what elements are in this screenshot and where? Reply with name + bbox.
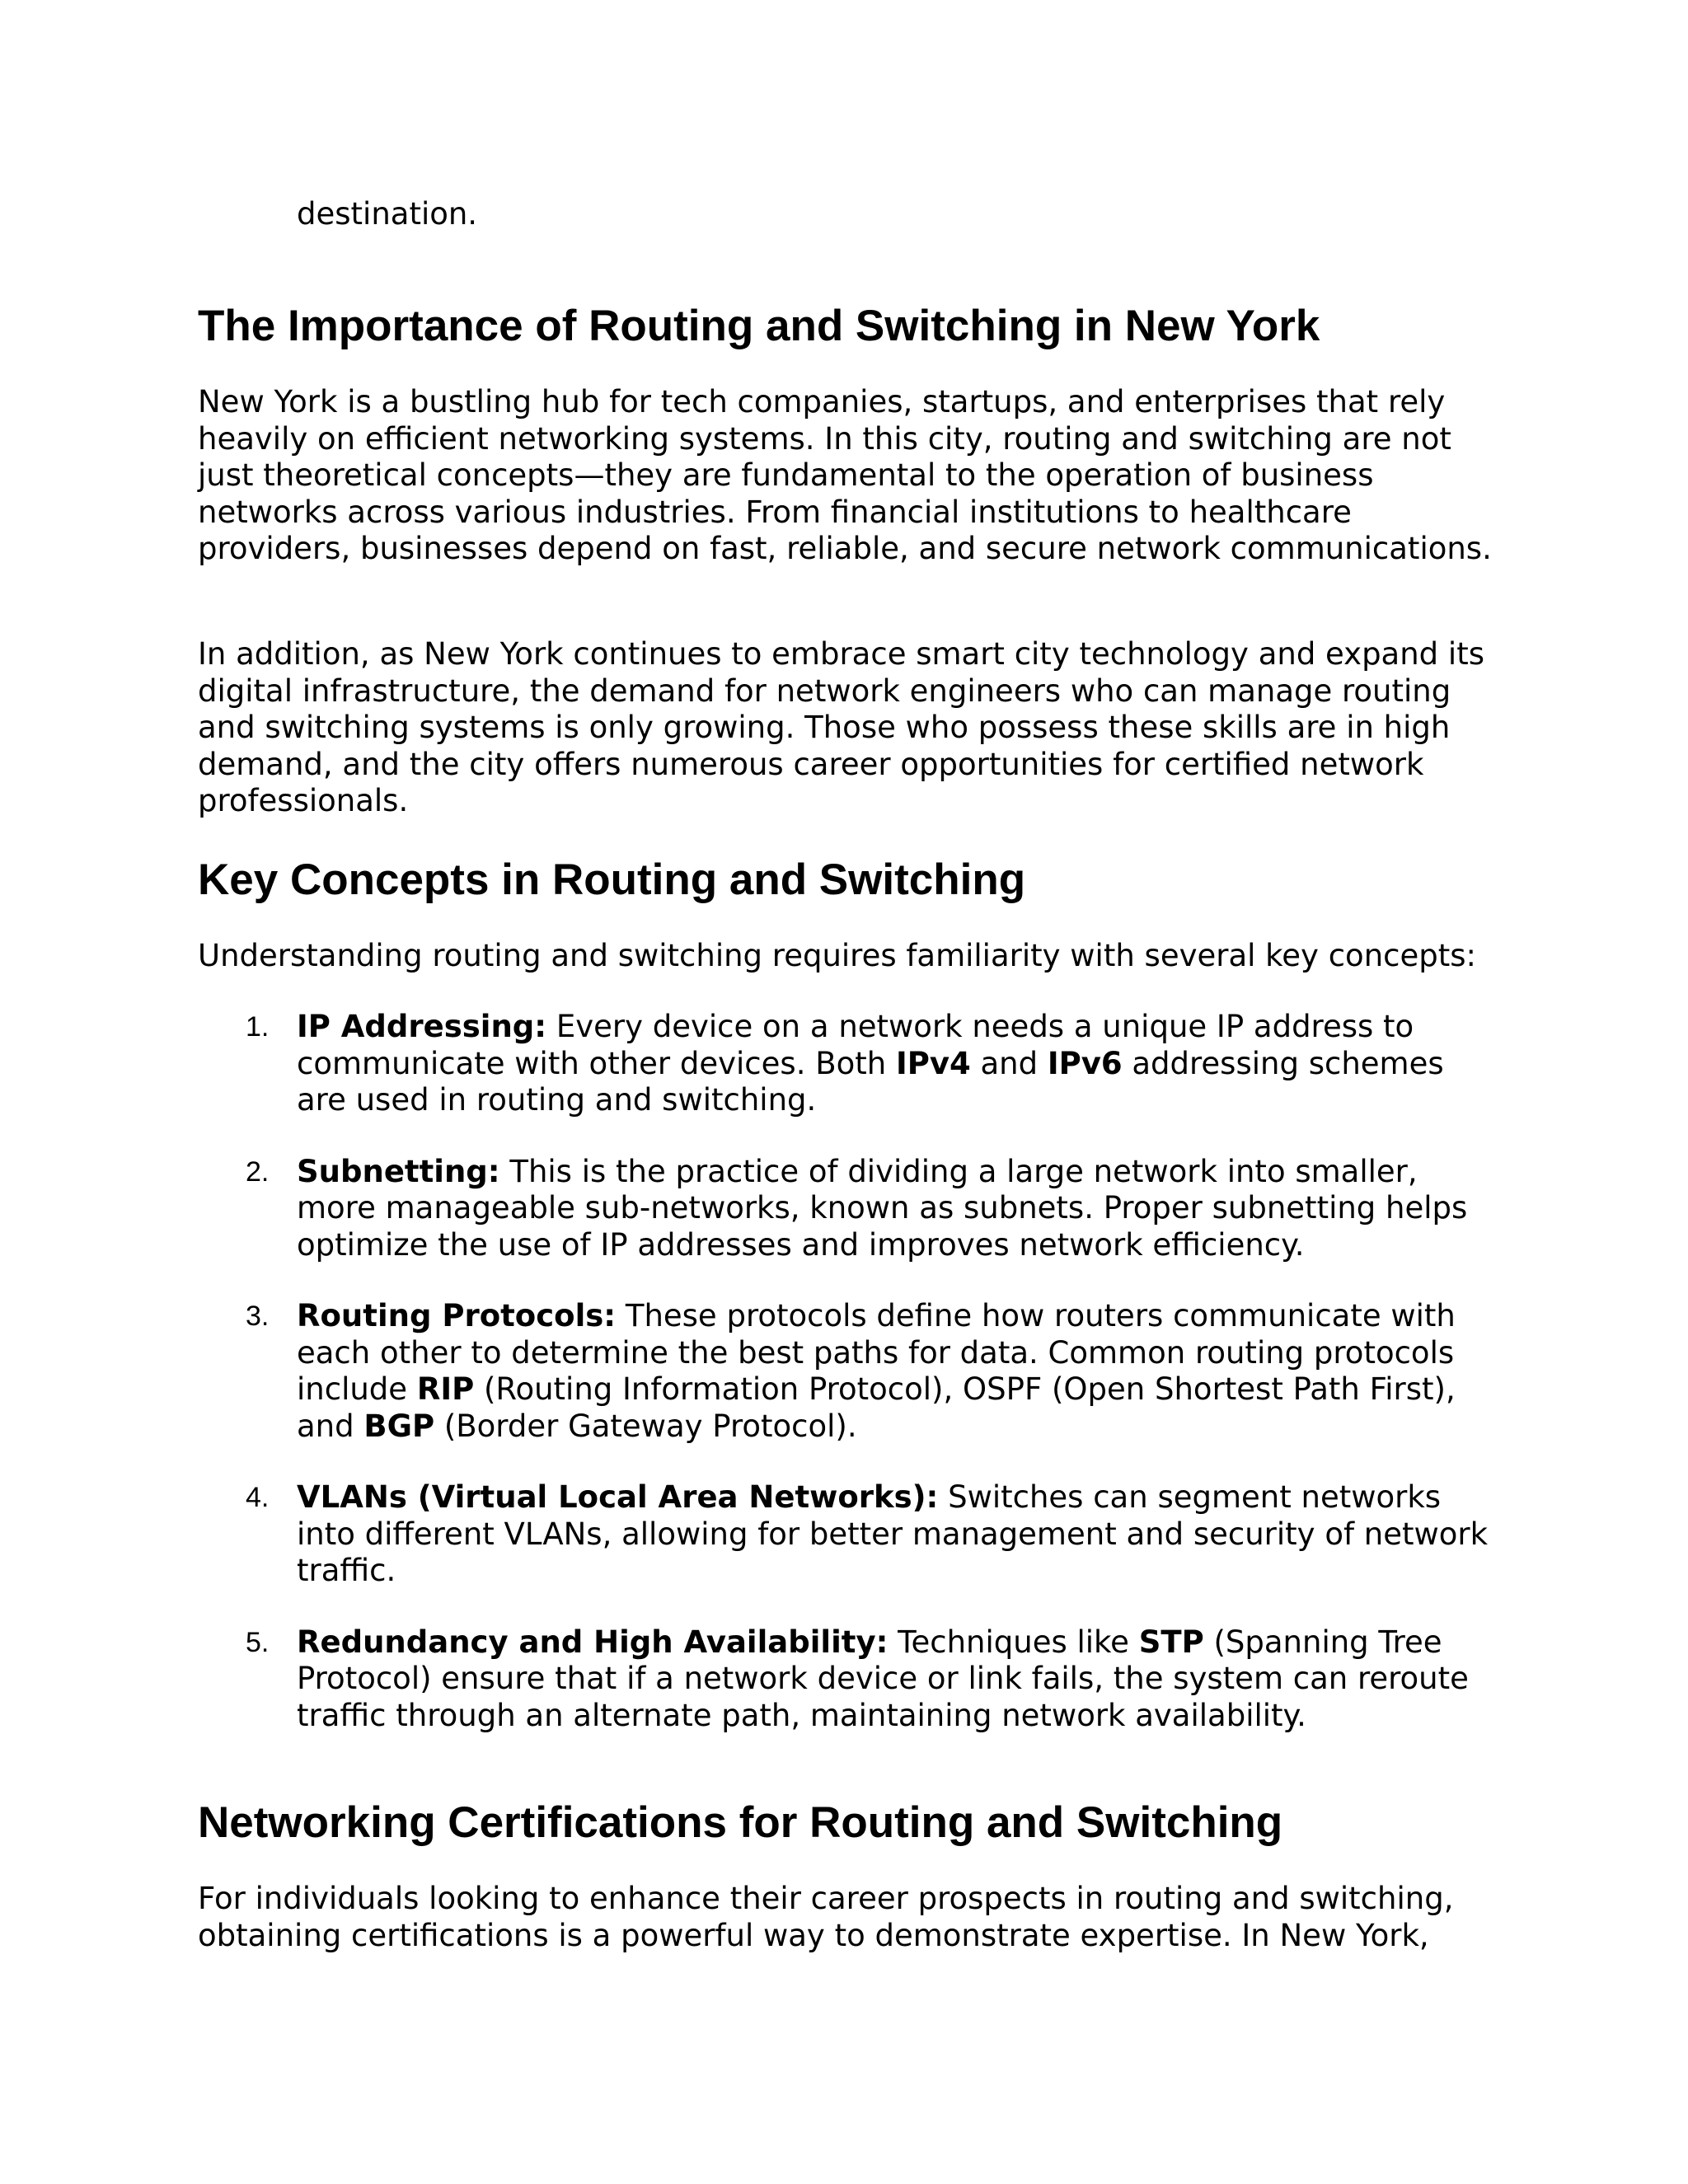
bold-term: IP Addressing: <box>297 1009 547 1044</box>
key-concepts-intro: Understanding routing and switching requires familiarity with several key concepts: <box>198 938 1476 973</box>
list-item-text <box>297 1624 1500 1735</box>
text-run: Techniques like <box>888 1624 1139 1660</box>
text-run: addressing schemes are used in routing and switching. <box>297 1045 1444 1118</box>
list-item <box>198 1479 1500 1590</box>
bold-term: RIP <box>416 1371 475 1407</box>
text-run: These protocols define how routers communicate with each other to determine the best paths for data. Common routing protocols include <box>297 1298 1456 1407</box>
bold-term: IPv6 <box>1047 1045 1123 1081</box>
bold-term: BGP <box>363 1408 435 1444</box>
list-item-text <box>297 1009 1500 1119</box>
list-item <box>198 1298 1500 1445</box>
list-item <box>198 1154 1500 1264</box>
bold-term: IPv4 <box>895 1045 971 1081</box>
key-concepts-list <box>198 1009 1500 1769</box>
paragraph-new-york-hub: New York is a bustling hub for tech companies, startups, and enterprises that rely heavily on efficient networking systems. In this city, routing and switching are not just theoretical concepts—they are fundamental to the operation of business networks across various industries. From financial institutions to healthcare providers, businesses depend on fast, reliable, and secure network communications. <box>198 384 1492 566</box>
list-item <box>198 1624 1500 1735</box>
text-run: and <box>970 1045 1048 1081</box>
list-item-number: 1. <box>246 1011 270 1043</box>
text-run: Every device on a network needs a unique IP address to communicate with other devices. Both <box>297 1009 1414 1081</box>
bold-term: Routing Protocols: <box>297 1298 617 1333</box>
section-heading-certifications: Networking Certifications for Routing and Switching <box>198 1798 1283 1847</box>
list-item <box>198 1009 1500 1119</box>
list-item-number: 2. <box>246 1155 270 1188</box>
text-run: (Routing Information Protocol), OSPF (Open Shortest Path First), and <box>297 1371 1456 1444</box>
list-item-text <box>297 1154 1500 1264</box>
list-item-number: 4. <box>246 1482 270 1513</box>
paragraph-certifications: For individuals looking to enhance their career prospects in routing and switching, obtaining certifications is a powerful way to demonstrate expertise. In New York, <box>198 1881 1454 1953</box>
text-run: This is the practice of dividing a large network into smaller, more manageable sub-networks, known as subnets. Proper subnetting helps optimize the use of IP addresses and improves network efficiency. <box>297 1153 1468 1263</box>
bold-term: Redundancy and High Availability: <box>297 1624 889 1660</box>
list-item-text <box>297 1479 1500 1590</box>
list-item-text <box>297 1298 1500 1445</box>
text-run: Switches can segment networks into different VLANs, allowing for better management and security of network traffic. <box>297 1479 1489 1588</box>
section-heading-importance: The Importance of Routing and Switching in New York <box>198 302 1320 350</box>
bold-term: STP <box>1138 1624 1204 1660</box>
text-run: (Border Gateway Protocol). <box>434 1408 857 1444</box>
bold-term: Subnetting: <box>297 1153 500 1189</box>
continuation-text: destination. <box>297 196 478 232</box>
bold-term: VLANs (Virtual Local Area Networks): <box>297 1479 939 1515</box>
paragraph-smart-city: In addition, as New York continues to embrace smart city technology and expand its digital infrastructure, the demand for network engineers who can manage routing and switching systems is only growing. Those who possess these skills are in high demand, and the city offers numerous career opportunities for certified network professionals. <box>198 636 1484 818</box>
list-item-number: 3. <box>246 1301 270 1332</box>
section-heading-key-concepts: Key Concepts in Routing and Switching <box>198 855 1026 904</box>
text-run: (Spanning Tree Protocol) ensure that if a network device or link fails, the system can reroute traffic through an alternate path, maintaining network availability. <box>297 1624 1469 1733</box>
list-item-number: 5. <box>246 1626 270 1658</box>
